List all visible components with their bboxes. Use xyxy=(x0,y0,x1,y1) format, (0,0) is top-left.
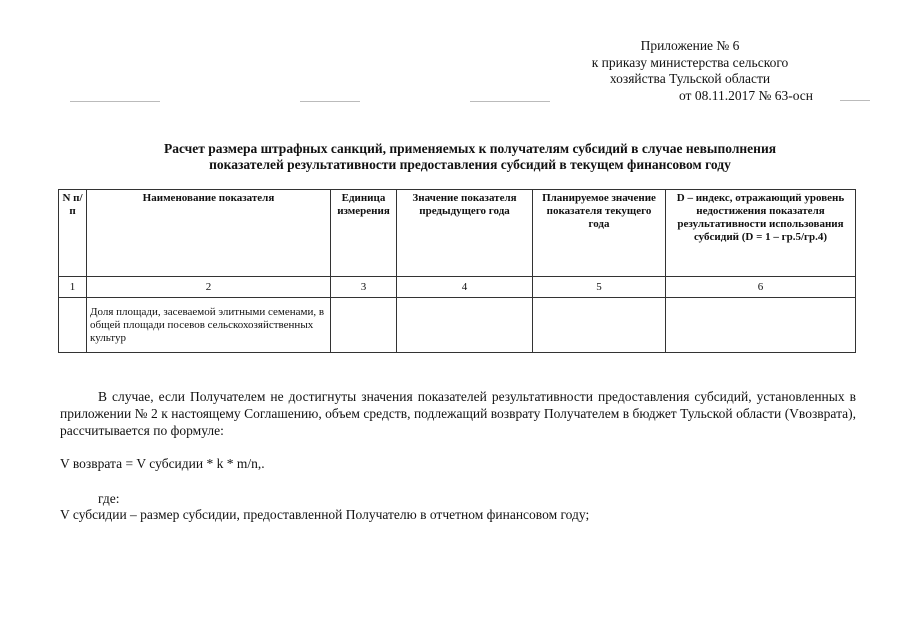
appendix-line-3: хозяйства Тульской области xyxy=(609,71,771,86)
scan-speck xyxy=(840,100,870,101)
table-cell xyxy=(59,298,87,353)
header-cell-indicator-name: Наименование показателя xyxy=(87,190,331,277)
column-number: 2 xyxy=(87,277,331,298)
table-cell xyxy=(533,298,666,353)
column-number-row xyxy=(59,277,856,298)
table-row xyxy=(59,298,856,353)
table-cell xyxy=(331,298,397,353)
table-cell-indicator-name: Доля площади, засеваемой элитными семенами, в общей площади посевов сельскохозяйственных культур xyxy=(87,298,331,353)
header-cell-unit: Единица измерения xyxy=(331,190,397,277)
column-number: 6 xyxy=(666,277,856,298)
title-line-2: показателей результативности предоставления субсидий в текущем финансовом году xyxy=(209,157,731,172)
column-number: 3 xyxy=(331,277,397,298)
paragraph-where: где: xyxy=(98,491,120,506)
table-cell xyxy=(397,298,533,353)
appendix-line-4: от 08.11.2017 № 63-осн xyxy=(678,87,813,103)
column-number: 5 xyxy=(533,277,666,298)
document-title xyxy=(60,141,880,173)
appendix-line-1: Приложение № 6 xyxy=(640,38,740,53)
header-cell-d-index: D – индекс, отражающий уровень недостижения показателя результативности использования субсидий (D = 1 – гр.5/гр.4) xyxy=(666,190,856,277)
header-cell-previous-year-value: Значение показателя предыдущего года xyxy=(397,190,533,277)
header-cell-planned-value: Планируемое значение показателя текущего года xyxy=(533,190,666,277)
paragraph-definition-v-subsidy: V субсидии – размер субсидии, предоставленной Получателю в отчетном финансовом году; xyxy=(60,507,590,522)
penalty-table xyxy=(58,189,856,353)
scan-speck xyxy=(300,101,360,102)
paragraph-refund-conditions: В случае, если Получателем не достигнуты значения показателей результативности предоставления субсидий, установленных в приложении № 2 к настоящему Соглашению, объем средств, подлежащий возврату Получателем в бюджет Тульской области (Vвозврата), рассчитывается по формуле: xyxy=(60,389,856,438)
table-cell xyxy=(666,298,856,353)
table-header-row xyxy=(59,190,856,277)
column-number: 4 xyxy=(397,277,533,298)
title-line-1: Расчет размера штрафных санкций, применяемых к получателям субсидий в случае невыполнения xyxy=(163,141,777,156)
paragraph-formula: V возврата = V субсидии * k * m/n,. xyxy=(60,456,265,471)
scan-speck xyxy=(470,101,550,102)
appendix-header xyxy=(555,38,825,104)
header-cell-number: N п/п xyxy=(59,190,87,277)
scan-speck xyxy=(70,101,160,102)
appendix-line-2: к приказу министерства сельского xyxy=(591,54,789,70)
column-number: 1 xyxy=(59,277,87,298)
